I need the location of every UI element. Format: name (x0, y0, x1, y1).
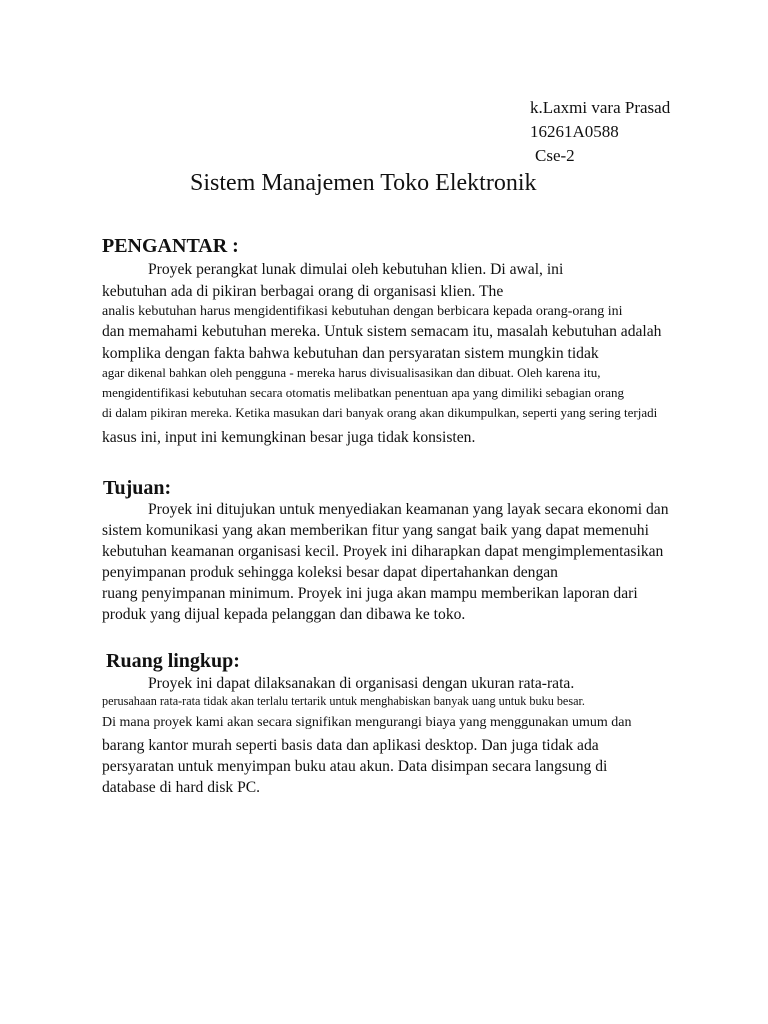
author-class: Cse-2 (535, 146, 575, 165)
paragraph-line: Proyek perangkat lunak dimulai oleh kebutuhan klien. Di awal, ini (148, 261, 564, 278)
paragraph-line: kebutuhan keamanan organisasi kecil. Proyek ini diharapkan dapat mengimplementasikan (102, 543, 664, 560)
section-heading-ruang-lingkup: Ruang lingkup: (106, 650, 240, 672)
paragraph-line: ruang penyimpanan minimum. Proyek ini juga akan mampu memberikan laporan dari (102, 585, 638, 602)
page-title: Sistem Manajemen Toko Elektronik (190, 170, 537, 196)
paragraph-line: perusahaan rata-rata tidak akan terlalu tertarik untuk menghabiskan banyak uang untuk buku besar. (102, 694, 585, 708)
paragraph-line: Proyek ini dapat dilaksanakan di organisasi dengan ukuran rata-rata. (148, 675, 575, 692)
paragraph-line: agar dikenal bahkan oleh pengguna - mereka harus divisualisasikan dan dibuat. Oleh karena itu, (102, 365, 601, 380)
paragraph-line: produk yang dijual kepada pelanggan dan dibawa ke toko. (102, 606, 466, 623)
paragraph-line: barang kantor murah seperti basis data dan aplikasi desktop. Dan juga tidak ada (102, 737, 599, 754)
section-heading-tujuan: Tujuan: (103, 477, 172, 499)
paragraph-line: persyaratan untuk menyimpan buku atau akun. Data disimpan secara langsung di (102, 758, 608, 775)
section-heading-pengantar: PENGANTAR : (102, 235, 239, 257)
paragraph-line: Proyek ini ditujukan untuk menyediakan keamanan yang layak secara ekonomi dan (148, 501, 669, 518)
paragraph-line: sistem komunikasi yang akan memberikan fitur yang sangat baik yang dapat memenuhi (102, 522, 649, 539)
paragraph-line: kasus ini, input ini kemungkinan besar juga tidak konsisten. (102, 429, 476, 446)
paragraph-line: Di mana proyek kami akan secara signifikan mengurangi biaya yang menggunakan umum dan (102, 715, 632, 730)
author-name: k.Laxmi vara Prasad (530, 98, 671, 117)
author-id: 16261A0588 (530, 122, 619, 141)
paragraph-line: komplika dengan fakta bahwa kebutuhan dan persyaratan sistem mungkin tidak (102, 345, 599, 362)
paragraph-line: di dalam pikiran mereka. Ketika masukan dari banyak orang akan dikumpulkan, seperti yang sering terjadi (102, 405, 658, 420)
paragraph-line: penyimpanan produk sehingga koleksi besar dapat dipertahankan dengan (102, 564, 558, 581)
paragraph-line: mengidentifikasi kebutuhan secara otomatis melibatkan penentuan apa yang dimiliki sebagian orang (102, 385, 625, 400)
paragraph-line: database di hard disk PC. (102, 779, 261, 796)
paragraph-line: analis kebutuhan harus mengidentifikasi kebutuhan dengan berbicara kepada orang-orang ini (102, 304, 623, 319)
paragraph-line: dan memahami kebutuhan mereka. Untuk sistem semacam itu, masalah kebutuhan adalah (102, 323, 662, 340)
paragraph-line: kebutuhan ada di pikiran berbagai orang di organisasi klien. The (102, 283, 504, 300)
